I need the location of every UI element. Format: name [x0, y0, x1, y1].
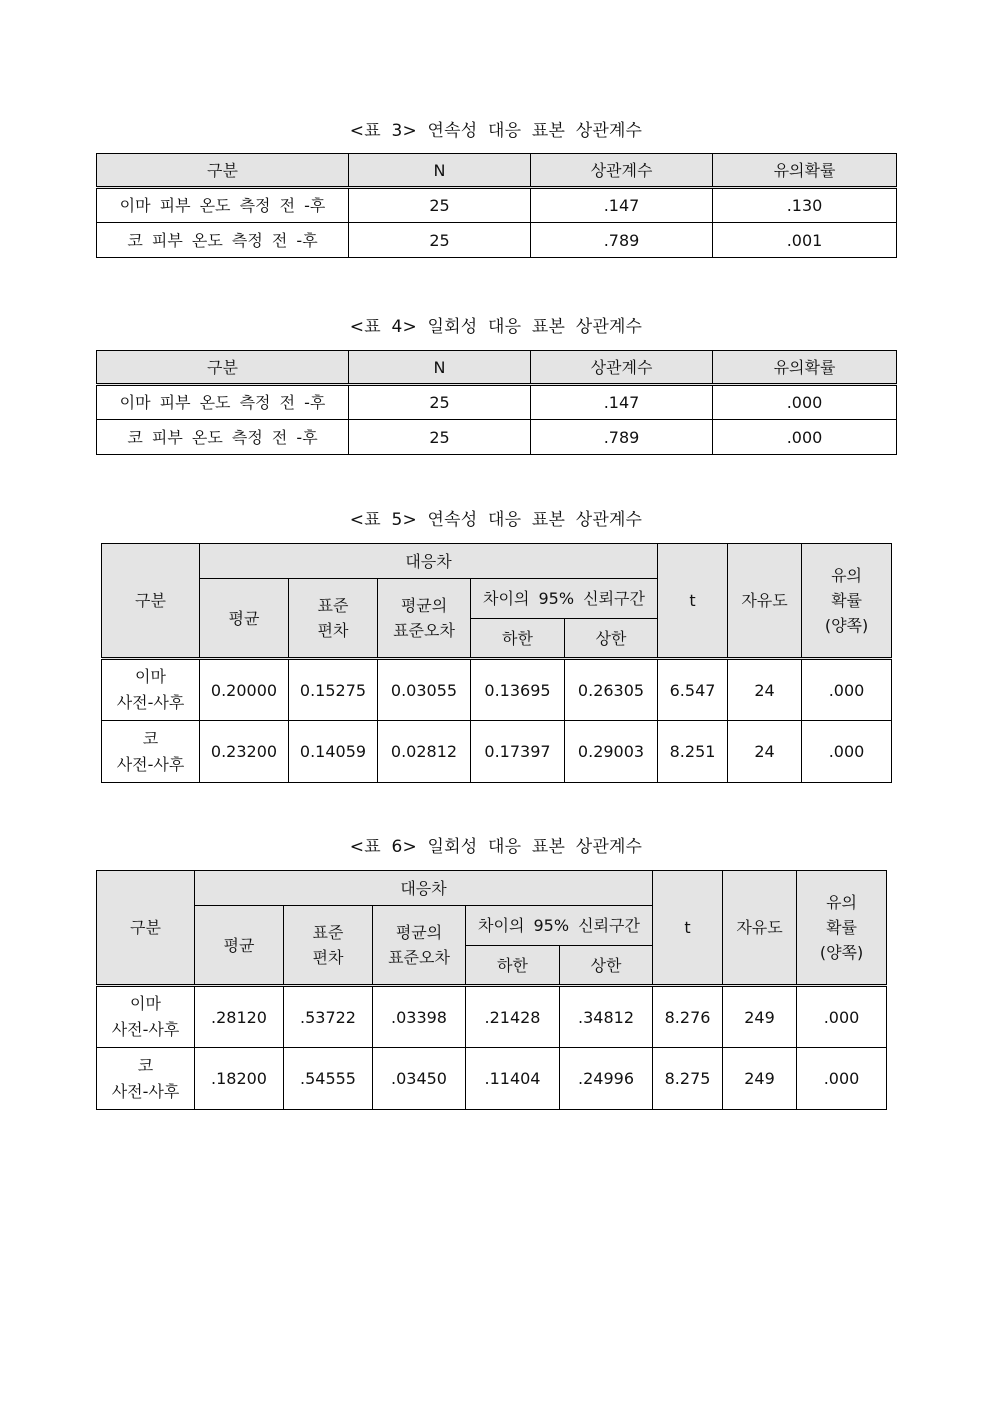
- table6-header-std-line1: 표준: [312, 923, 344, 942]
- table4-header-correlation: 상관계수: [531, 351, 713, 385]
- table5-header-std: [289, 579, 378, 659]
- table5-header-lower: 하한: [471, 619, 565, 659]
- table6-row1-mean: .28120: [195, 986, 284, 1048]
- table6-row2-label-line2: 사전-사후: [111, 1081, 180, 1101]
- table5-header-sem: [378, 579, 471, 659]
- table6-header-sem: [373, 906, 466, 986]
- table3-header-correlation: 상관계수: [531, 154, 713, 188]
- table6: [96, 870, 887, 1110]
- table5-row1-mean: 0.20000: [200, 659, 289, 721]
- table5-header-paired-diff: 대응차: [200, 544, 658, 579]
- table4-header-significance: 유의확률: [713, 351, 897, 385]
- table5-header-upper: 상한: [565, 619, 658, 659]
- table6-row1-label-line1: 이마: [130, 994, 161, 1013]
- table6-row1-sem: .03398: [373, 986, 466, 1048]
- table6-header-significance: [797, 871, 887, 986]
- table6-row1-t: 8.276: [653, 986, 723, 1048]
- table4-row1-significance: .000: [713, 385, 897, 420]
- table5-header-std-line1: 표준: [317, 596, 349, 615]
- table6-row2-lower: .11404: [466, 1048, 560, 1110]
- table6-header-lower: 하한: [466, 946, 560, 986]
- table6-row2-upper: .24996: [560, 1048, 653, 1110]
- table5-row1-df: 24: [728, 659, 802, 721]
- table5-row2-df: 24: [728, 721, 802, 783]
- table5-row2-upper: 0.29003: [565, 721, 658, 783]
- table3-row1-significance: .130: [713, 188, 897, 223]
- table4-row2-significance: .000: [713, 420, 897, 455]
- table4-header-n: N: [349, 351, 531, 385]
- table5-header-sig-line3: (양쪽): [824, 616, 869, 635]
- table5-header-sem-line2: 표준오차: [393, 621, 455, 640]
- table6-row2-std: .54555: [284, 1048, 373, 1110]
- table5-row1-t: 6.547: [658, 659, 728, 721]
- table5-header-std-line2: 편차: [317, 621, 349, 640]
- table5-row2-label: [102, 721, 200, 783]
- table3-header-n: N: [349, 154, 531, 188]
- table5-row1-std: 0.15275: [289, 659, 378, 721]
- table3-row2-category: 코 피부 온도 측정 전 -후: [97, 223, 349, 258]
- table6-header-mean: 평균: [195, 906, 284, 986]
- table6-row1-label-line2: 사전-사후: [111, 1020, 180, 1039]
- table5-header-sig-line2: 확률: [831, 591, 862, 610]
- table6-row1-upper: .34812: [560, 986, 653, 1048]
- table5-header-t: t: [658, 544, 728, 659]
- table3-row1-n: 25: [349, 188, 531, 223]
- table6-header-upper: 상한: [560, 946, 653, 986]
- table4-caption: <표 4> 일회성 대응 표본 상관계수: [349, 317, 643, 337]
- table5-header-df: 자유도: [728, 544, 802, 659]
- table5-row2-sem: 0.02812: [378, 721, 471, 783]
- table4-row1-category: 이마 피부 온도 측정 전 -후: [97, 385, 349, 420]
- table-row: [97, 385, 897, 420]
- table6-header-sig-line1: 유의: [826, 893, 857, 912]
- table5-row1-lower: 0.13695: [471, 659, 565, 721]
- table5-row2-std: 0.14059: [289, 721, 378, 783]
- table-row: [97, 986, 887, 1048]
- table3-header-significance: 유의확률: [713, 154, 897, 188]
- table4-row1-correlation: .147: [531, 385, 713, 420]
- table5-header-sem-line1: 평균의: [400, 596, 448, 615]
- table5-header-ci: 차이의 95% 신뢰구간: [471, 579, 658, 619]
- table6-row2-mean: .18200: [195, 1048, 284, 1110]
- table4-row1-n: 25: [349, 385, 531, 420]
- table6-row1-df: 249: [723, 986, 797, 1048]
- table3-row1-category: 이마 피부 온도 측정 전 -후: [97, 188, 349, 223]
- table5-row2-lower: 0.17397: [471, 721, 565, 783]
- table5-row1-label-line1: 이마: [135, 667, 166, 686]
- table6-caption: <표 6> 일회성 대응 표본 상관계수: [349, 837, 643, 857]
- table3-row2-correlation: .789: [531, 223, 713, 258]
- table6-row2-label: [97, 1048, 195, 1110]
- table6-header-paired-diff: 대응차: [195, 871, 653, 906]
- table4-header-category: 구분: [97, 351, 349, 385]
- table5-row2-label-line2: 사전-사후: [116, 754, 185, 774]
- table3: [96, 153, 897, 258]
- table5-header-sig-line1: 유의: [831, 566, 862, 585]
- table-row: [102, 721, 892, 783]
- table3-header-category: 구분: [97, 154, 349, 188]
- table5-row1-upper: 0.26305: [565, 659, 658, 721]
- table6-row2-t: 8.275: [653, 1048, 723, 1110]
- table6-header-std: [284, 906, 373, 986]
- table5-header-category: 구분: [102, 544, 200, 659]
- table6-row2-sem: .03450: [373, 1048, 466, 1110]
- table6-row1-lower: .21428: [466, 986, 560, 1048]
- table6-header-ci: 차이의 95% 신뢰구간: [466, 906, 653, 946]
- table6-header-sig-line2: 확률: [826, 918, 857, 937]
- table-row: [102, 659, 892, 721]
- table6-header-t: t: [653, 871, 723, 986]
- table-row: [97, 1048, 887, 1110]
- table6-header-std-line2: 편차: [312, 948, 344, 967]
- table3-caption: <표 3> 연속성 대응 표본 상관계수: [349, 121, 643, 141]
- table5-header-mean: 평균: [200, 579, 289, 659]
- table6-header-df: 자유도: [723, 871, 797, 986]
- table-row: [97, 420, 897, 455]
- table6-header-category: 구분: [97, 871, 195, 986]
- table6-row1-std: .53722: [284, 986, 373, 1048]
- table4-row2-category: 코 피부 온도 측정 전 -후: [97, 420, 349, 455]
- table5-row1-sem: 0.03055: [378, 659, 471, 721]
- table5-row1-significance: .000: [802, 659, 892, 721]
- table4-row2-n: 25: [349, 420, 531, 455]
- table-row: [97, 188, 897, 223]
- table6-row1-significance: .000: [797, 986, 887, 1048]
- table6-row2-label-line1: 코: [137, 1055, 154, 1075]
- table4-row2-correlation: .789: [531, 420, 713, 455]
- table6-header-sig-line3: (양쪽): [819, 943, 864, 962]
- table5-header-significance: [802, 544, 892, 659]
- table5-row2-significance: .000: [802, 721, 892, 783]
- table5-row2-mean: 0.23200: [200, 721, 289, 783]
- table5: [101, 543, 892, 783]
- table3-row1-correlation: .147: [531, 188, 713, 223]
- table-row: [97, 223, 897, 258]
- table6-row2-significance: .000: [797, 1048, 887, 1110]
- table6-row2-df: 249: [723, 1048, 797, 1110]
- table3-row2-significance: .001: [713, 223, 897, 258]
- table5-row2-t: 8.251: [658, 721, 728, 783]
- table6-header-sem-line2: 표준오차: [388, 948, 450, 967]
- table4: [96, 350, 897, 455]
- table3-row2-n: 25: [349, 223, 531, 258]
- table5-row1-label: [102, 659, 200, 721]
- table6-header-sem-line1: 평균의: [395, 923, 443, 942]
- table5-row1-label-line2: 사전-사후: [116, 693, 185, 712]
- table5-caption: <표 5> 연속성 대응 표본 상관계수: [349, 510, 643, 530]
- table6-row1-label: [97, 986, 195, 1048]
- table5-row2-label-line1: 코: [142, 728, 159, 748]
